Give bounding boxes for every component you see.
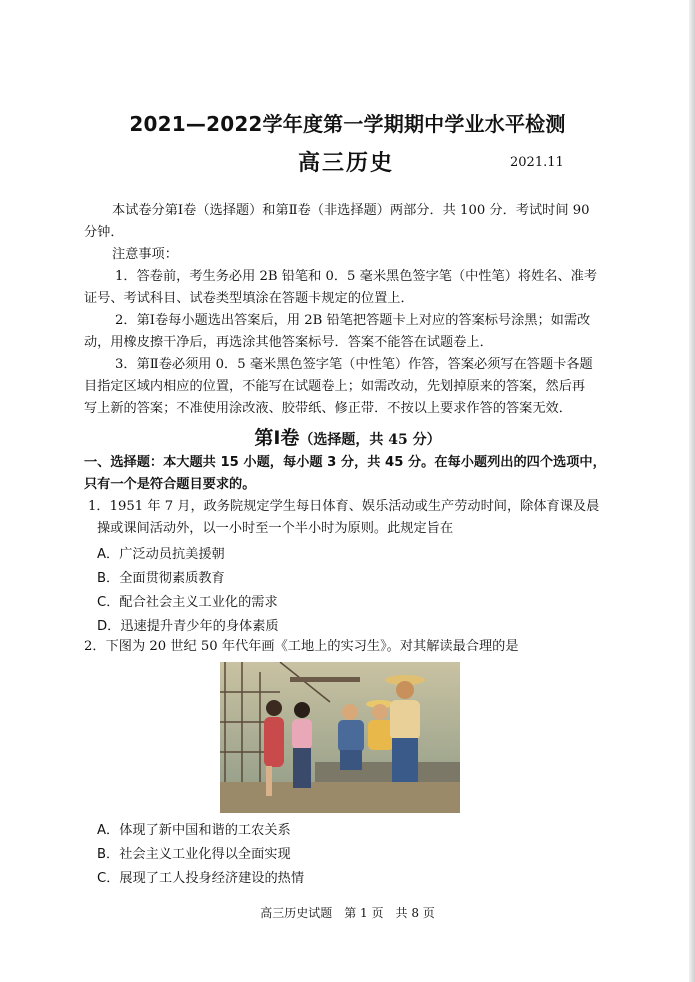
q2-option-b: B．社会主义工业化得以全面实现 bbox=[97, 847, 291, 862]
section-1-title: 第Ⅰ卷 bbox=[254, 427, 300, 449]
intro-line-2: 分钟． bbox=[84, 225, 124, 240]
note-3-line-1: 3．第Ⅱ卷必须用 0．5 毫米黑色签字笔（中性笔）作答，答案必须写在答题卡各题 bbox=[115, 357, 593, 372]
note-1-line-2: 证号、考试科目、试卷类型填涂在答题卡规定的位置上． bbox=[84, 291, 414, 306]
section-1-heading bbox=[0, 423, 695, 450]
note-3-line-2: 目指定区域内相应的位置，不能写在试题卷上；如需改动，先划掉原来的答案，然后再 bbox=[84, 379, 586, 394]
exam-title: 2021—2022学年度第一学期期中学业水平检测 bbox=[129, 112, 566, 136]
page-edge bbox=[689, 0, 695, 982]
q2-stem: 2．下图为 20 世纪 50 年代年画《工地上的实习生》。对其解读最合理的是 bbox=[84, 639, 519, 654]
exam-subject: 高三历史 bbox=[298, 151, 395, 176]
note-2-line-2: 动，用橡皮擦干净后，再选涂其他答案标号．答案不能答在试题卷上． bbox=[84, 335, 493, 350]
section-1-subtitle: （选择题，共 45 分） bbox=[299, 432, 441, 448]
q1-stem-line-1: 1．1951 年 7 月，政务院规定学生每日体育、娱乐活动或生产劳动时间，除体育课及晨 bbox=[88, 499, 600, 514]
section-1-instruction-line-2: 只有一个是符合题目要求的。 bbox=[84, 477, 256, 492]
q1-option-a: A．广泛动员抗美援朝 bbox=[97, 547, 225, 562]
q2-option-a: A．体现了新中国和谐的工农关系 bbox=[97, 823, 291, 838]
q2-option-c: C．展现了工人投身经济建设的热情 bbox=[97, 871, 305, 886]
crane bbox=[290, 677, 360, 682]
q1-stem-line-2: 操或课间活动外，以一小时至一个半小时为原则。此规定旨在 bbox=[97, 521, 454, 536]
painting-image bbox=[220, 662, 460, 813]
exam-date: 2021.11 bbox=[510, 155, 564, 170]
q1-option-b: B．全面贯彻素质教育 bbox=[97, 571, 225, 586]
note-3-line-3: 写上新的答案；不准使用涂改液、胶带纸、修正带．不按以上要求作答的答案无效． bbox=[84, 401, 572, 416]
page-footer: 高三历史试题 第 1 页 共 8 页 bbox=[260, 906, 435, 920]
intro-line-1: 本试卷分第Ⅰ卷（选择题）和第Ⅱ卷（非选择题）两部分．共 100 分．考试时间 90 bbox=[112, 203, 590, 218]
q1-option-c: C．配合社会主义工业化的需求 bbox=[97, 595, 278, 610]
ground bbox=[220, 782, 460, 813]
note-2-line-1: 2．第Ⅰ卷每小题选出答案后，用 2B 铅笔把答题卡上对应的答案标号涂黑；如需改 bbox=[115, 313, 591, 328]
note-1-line-1: 1．答卷前，考生务必用 2B 铅笔和 0．5 毫米黑色签字笔（中性笔）将姓名、准考 bbox=[115, 269, 598, 284]
section-1-instruction-line-1: 一、选择题：本大题共 15 小题，每小题 3 分，共 45 分。在每小题列出的四个选项中， bbox=[84, 455, 606, 470]
q1-option-d: D．迅速提升青少年的身体素质 bbox=[97, 619, 279, 634]
notes-heading: 注意事项： bbox=[112, 247, 178, 262]
